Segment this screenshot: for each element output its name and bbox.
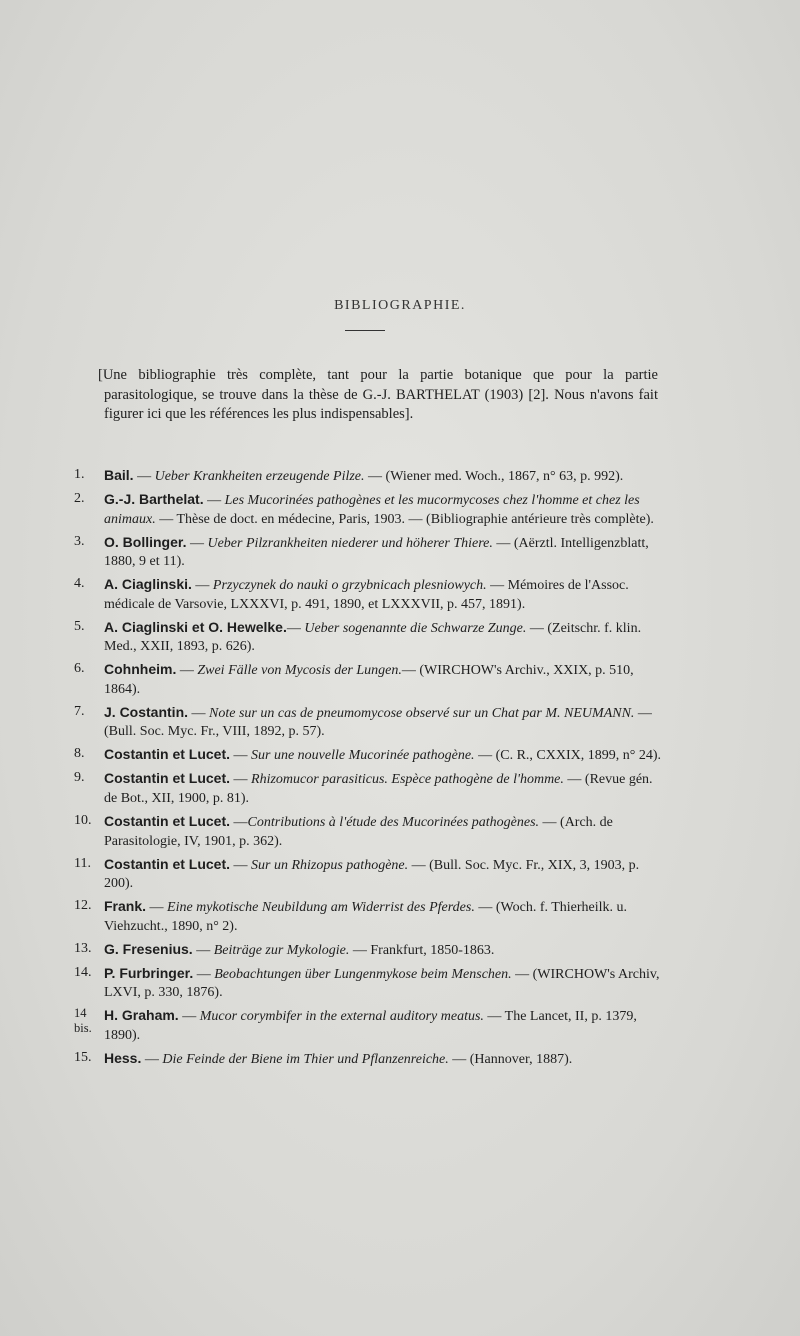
entry-title: Die Feinde der Biene im Thier und Pflanzenreiche. (162, 1051, 449, 1067)
entry-number: 6. (74, 661, 85, 677)
entry-number: 11. (74, 855, 91, 871)
bibliography-entry (74, 533, 666, 572)
entry-number: 7. (74, 703, 85, 719)
bibliography-entry (74, 490, 666, 529)
entry-separator: — (146, 900, 168, 916)
entry-separator: — (191, 578, 213, 594)
entry-number: 1. (74, 467, 85, 482)
entry-title: Ueber Krankheiten erzeugende Pilze. (154, 469, 365, 484)
bibliography-entry (74, 745, 666, 766)
entry-title: Sur une nouvelle Mucorinée pathogène. (251, 748, 475, 764)
entry-title: Sur un Rhizopus pathogène. (251, 857, 409, 873)
entry-reference: — (Revue gén. de Bot., XII, 1900, p. 81). (104, 772, 653, 807)
heading-rule (345, 330, 385, 331)
entry-reference: — (Bull. Soc. Myc. Fr., XIX, 3, 1903, p. 200). (104, 857, 640, 892)
entry-separator: — (178, 1009, 200, 1025)
entry-reference: — Thèse de doct. en médecine, Paris, 1903. — (Bibliographie antérieure très complète). (155, 511, 654, 527)
entry-author: H. Graham. (104, 1007, 179, 1024)
entry-reference: — (Aërztl. Intelligenzblatt, 1880, 9 et 11). (104, 535, 649, 570)
entry-number: 14 bis. (74, 1006, 92, 1036)
bibliography-entry (74, 964, 666, 1003)
entry-reference: — (Zeitschr. f. klin. Med., XXII, 1893, p. 626). (104, 620, 642, 655)
entry-author: P. Furbringer. (104, 964, 194, 981)
entry-author: Hess. (104, 1049, 142, 1066)
entry-reference: — (WIRCHOW's Archiv., XXIX, p. 510, 1864). (104, 663, 634, 697)
entry-title: Ueber Pilzrankheiten niederer und höherer Thiere. (207, 535, 493, 551)
entry-separator: — (230, 857, 252, 873)
entry-reference: — (C. R., CXXIX, 1899, n° 24). (474, 748, 661, 764)
entry-title: Les Mucorinées pathogènes et les mucormycoses chez l'homme et chez les animaux. (104, 492, 640, 527)
entry-author: Costantin et Lucet. (104, 855, 231, 872)
entry-separator: — (141, 1051, 163, 1067)
entry-separator: — (193, 966, 215, 982)
entry-author: O. Bollinger. (104, 533, 187, 550)
entry-author: G. Fresenius. (104, 940, 193, 957)
entry-author: Costantin et Lucet. (104, 770, 231, 787)
bibliography-entry (74, 940, 666, 961)
entry-author: A. Ciaglinski et O. Hewelke. (104, 618, 287, 635)
entry-reference: — (Woch. f. Thierheilk. u. Viehzucht., 1890, n° 2). (104, 900, 628, 934)
entry-author: Frank. (104, 898, 147, 915)
entry-title: Mucor corymbifer in the external auditory meatus. (199, 1009, 484, 1025)
entry-number: 4. (74, 576, 85, 592)
bibliography-entry (74, 660, 666, 699)
entry-separator: — (286, 620, 305, 636)
entry-title: Beobachtungen über Lungenmykose beim Menschen. (214, 966, 512, 982)
entry-reference: — (Arch. de Parasitologie, IV, 1901, p. 362). (104, 815, 613, 849)
entry-separator: — (188, 705, 210, 721)
bibliography-entry (74, 466, 666, 487)
entry-title: Eine mykotische Neubildung am Widerrist des Pferdes. (167, 900, 475, 916)
entry-separator: — (133, 469, 155, 484)
entry-separator: — (192, 942, 214, 958)
entry-author: Bail. (104, 467, 134, 483)
bibliography-entry (74, 1049, 666, 1070)
bibliography-entry (74, 618, 666, 657)
entry-title: Przyczynek do nauki o grzybnicach plesniowych. (212, 578, 487, 594)
entry-title: Ueber sogenannte die Schwarze Zunge. (304, 620, 527, 636)
entry-separator: — (186, 535, 208, 551)
entry-author: Cohnheim. (104, 661, 177, 678)
bibliography-entry (74, 703, 666, 742)
entry-number: 10. (74, 813, 92, 829)
entry-author: Costantin et Lucet. (104, 746, 231, 763)
entry-title: Zwei Fälle von Mycosis der Lungen. (197, 663, 402, 679)
entry-title: Note sur un cas de pneumomycose observé sur un Chat par M. NEUMANN. (209, 705, 635, 721)
entry-separator: — (203, 492, 225, 508)
bibliography-entry (74, 855, 666, 894)
entry-separator: — (176, 663, 198, 679)
entry-author: G.-J. Barthelat. (104, 490, 204, 507)
entry-title: Beiträge zur Mykologie. (213, 942, 350, 958)
entry-author: J. Costantin. (104, 703, 189, 720)
entry-number: 13. (74, 940, 92, 956)
entry-number: 2. (74, 490, 85, 506)
bibliography-entry (74, 812, 666, 851)
bibliography-entry (74, 897, 666, 936)
intro-paragraph: [Une bibliographie très complète, tant pour la partie botanique que pour la partie parasitologique, se trouve dans la thèse de G.-J. BARTHELAT (1903) [2]. Nous n'avons fait figurer ici que les références les plus indispensables]. (98, 367, 658, 422)
entry-separator: — (230, 772, 252, 788)
entry-number: 5. (74, 618, 85, 634)
entry-reference: — Frankfurt, 1850-1863. (349, 942, 495, 958)
entry-reference: — (Hannover, 1887). (448, 1051, 573, 1067)
entry-author: Costantin et Lucet. (104, 813, 231, 830)
entry-number: 12. (74, 898, 92, 914)
page-heading: BIBLIOGRAPHIE. (334, 298, 466, 313)
entry-number: 9. (74, 770, 85, 786)
entry-reference: — (Bull. Soc. Myc. Fr., VIII, 1892, p. 57). (104, 705, 652, 740)
bibliography-entry (74, 769, 666, 808)
entry-number: 3. (74, 533, 85, 549)
entry-number: 15. (74, 1049, 92, 1065)
entry-reference: — Mémoires de l'Assoc. médicale de Varsovie, LXXXVI, p. 491, 1890, et LXXXVII, p. 457, 1891). (104, 578, 629, 612)
entry-title: Contributions à l'étude des Mucorinées pathogènes. (247, 815, 540, 831)
bibliography-entry (74, 575, 666, 614)
entry-reference: — The Lancet, II, p. 1379, 1890). (104, 1009, 637, 1043)
entry-title: Rhizomucor parasiticus. Espèce pathogène de l'homme. (251, 772, 564, 788)
entry-separator: — (230, 748, 252, 764)
bibliography-entry (74, 1006, 666, 1045)
entry-number: 8. (74, 746, 85, 762)
entry-number: 14. (74, 964, 92, 980)
bibliography-list (74, 466, 666, 1073)
entry-separator: — (230, 815, 248, 831)
entry-author: A. Ciaglinski. (104, 576, 192, 593)
entry-reference: — (Wiener med. Woch., 1867, n° 63, p. 992). (364, 469, 624, 484)
entry-reference: — (WIRCHOW's Archiv, LXVI, p. 330, 1876). (104, 966, 660, 1001)
